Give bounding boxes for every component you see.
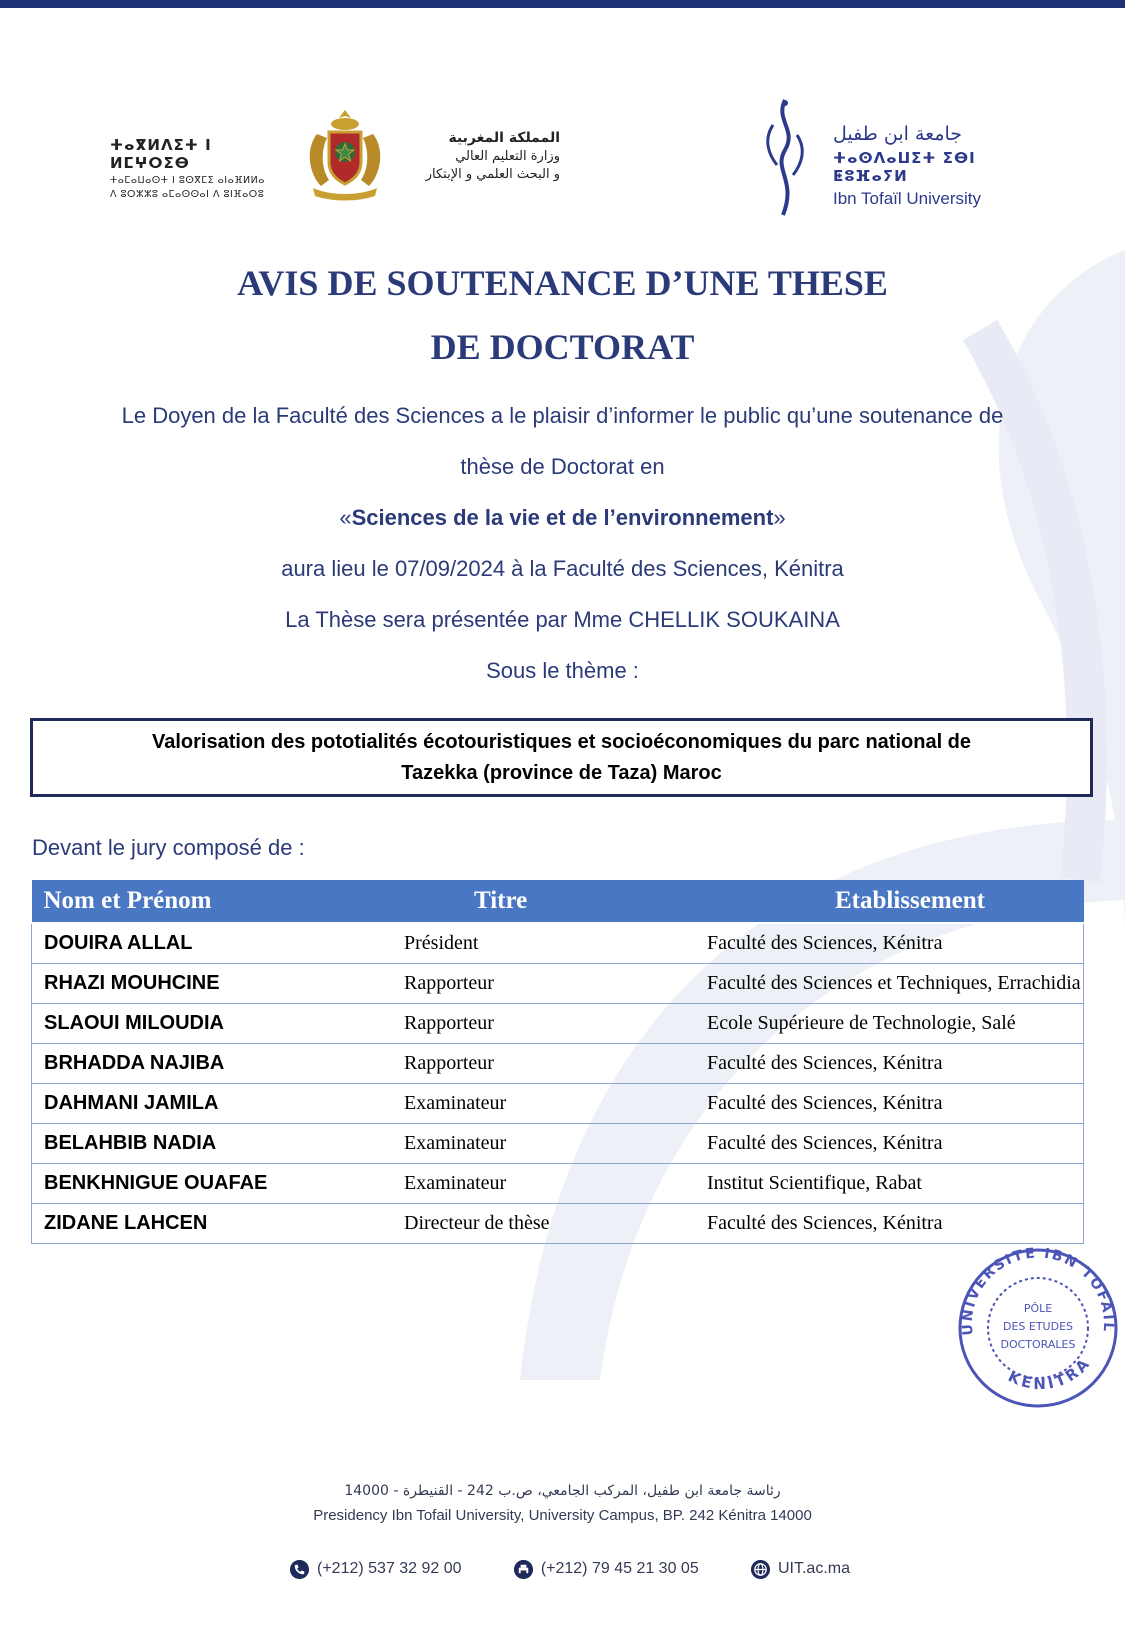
jury-row bbox=[32, 1004, 1084, 1044]
notice-title-line2: DE DOCTORAT bbox=[430, 327, 695, 367]
header-institution: Etablissement bbox=[707, 880, 1084, 923]
jury-member-name: SLAOUI MILOUDIA bbox=[32, 1004, 405, 1044]
ministry-arabic-text bbox=[400, 130, 560, 182]
jury-member-role: Rapporteur bbox=[404, 964, 707, 1004]
thesis-theme-box bbox=[30, 718, 1093, 797]
phone-contact[interactable] bbox=[290, 1560, 462, 1579]
field-open-quote: « bbox=[339, 505, 352, 530]
defense-date-line: aura lieu le 07/09/2024 à la Faculté des Sciences, Kénitra bbox=[281, 556, 844, 581]
jury-row bbox=[32, 923, 1084, 964]
university-french-name: Ibn Tofaïl University bbox=[833, 189, 982, 208]
jury-member-institution: Ecole Supérieure de Technologie, Salé bbox=[707, 1004, 1084, 1044]
jury-member-role: Rapporteur bbox=[404, 1044, 707, 1084]
website-link[interactable]: UIT.ac.ma bbox=[777, 1560, 850, 1577]
tifinagh-research-label: ⴷ ⵓⵔⵣⵣⵓ ⴰⵎⴰⵙⵙⴰⵏ ⴷ ⵓⵏⴼⴰⵔⵓ bbox=[110, 189, 265, 200]
jury-member-role: Rapporteur bbox=[404, 1004, 707, 1044]
stamp-line1: PÔLE bbox=[1023, 1302, 1053, 1315]
jury-table bbox=[31, 880, 1084, 1244]
presenter-line: La Thèse sera présentée par Mme CHELLIK SOUKAINA bbox=[285, 607, 840, 632]
jury-member-name: BRHADDA NAJIBA bbox=[32, 1044, 405, 1084]
stamp-ring-text: UNIVERSITE IBN TOFAIL bbox=[959, 1245, 1117, 1337]
fax-icon bbox=[514, 1560, 533, 1579]
jury-member-role: Directeur de thèse bbox=[404, 1204, 707, 1244]
kingdom-arabic-label: المملكة المغربية bbox=[448, 130, 560, 146]
jury-member-name: BELAHBIB NADIA bbox=[32, 1124, 405, 1164]
jury-intro-label: Devant le jury composé de : bbox=[32, 835, 305, 860]
ministry-tifinagh-text bbox=[110, 136, 285, 200]
thesis-theme-line1: Valorisation des pototialités écotouristiques et socioéconomiques du parc national de bbox=[151, 730, 972, 753]
stamp-line2: DES ETUDES bbox=[1002, 1320, 1074, 1333]
footer-address bbox=[0, 1483, 1125, 1524]
university-name-text bbox=[833, 123, 1048, 209]
jury-table-header bbox=[32, 880, 1084, 923]
jury-member-name: BENKHNIGUE OUAFAE bbox=[32, 1164, 405, 1204]
phone-icon bbox=[290, 1560, 309, 1579]
jury-row bbox=[32, 1204, 1084, 1244]
doctorate-field bbox=[0, 492, 1125, 543]
jury-member-institution: Faculté des Sciences, Kénitra bbox=[707, 1044, 1084, 1084]
jury-row bbox=[32, 1044, 1084, 1084]
footer-address-french: Presidency Ibn Tofail University, University Campus, BP. 242 Kénitra 14000 bbox=[313, 1507, 812, 1524]
jury-row bbox=[32, 1164, 1084, 1204]
jury-member-role: Examinateur bbox=[404, 1124, 707, 1164]
header-name: Nom et Prénom bbox=[32, 880, 405, 923]
intro-paragraph bbox=[0, 390, 1125, 696]
jury-member-role: Président bbox=[404, 923, 707, 964]
fax-number: (+212) 79 45 21 30 05 bbox=[540, 1560, 699, 1577]
research-arabic-label: و البحث العلمي و الإبتكار bbox=[425, 167, 560, 182]
theme-label: Sous le thème : bbox=[486, 658, 639, 683]
jury-member-name: RHAZI MOUHCINE bbox=[32, 964, 405, 1004]
footer-address-arabic: رئاسة جامعة ابن طفيل، المركب الجامعي، ص.ب 242 - القنيطرة - 14000 bbox=[344, 1483, 781, 1499]
intro-line2: thèse de Doctorat en bbox=[460, 454, 665, 479]
svg-text:KENITRA bbox=[1005, 1353, 1094, 1393]
jury-member-institution: Faculté des Sciences, Kénitra bbox=[707, 1124, 1084, 1164]
field-name: Sciences de la vie et de l’environnement bbox=[351, 505, 774, 530]
tifinagh-ministry-label: ⵜⴰⵎⴰⵡⴰⵙⵜ ⵏ ⵓⵙⴳⵎⵉ ⴰⵏⴰⴼⵍⵍⴰ bbox=[110, 175, 265, 186]
field-close-quote: » bbox=[773, 505, 786, 530]
intro-line1: Le Doyen de la Faculté des Sciences a le plaisir d’informer le public qu’une soutenance de bbox=[121, 403, 1004, 428]
fax-contact[interactable] bbox=[514, 1560, 699, 1579]
jury-row bbox=[32, 964, 1084, 1004]
ministry-logo-block bbox=[110, 100, 560, 210]
jury-row bbox=[32, 1124, 1084, 1164]
jury-member-institution: Faculté des Sciences, Kénitra bbox=[707, 1084, 1084, 1124]
jury-member-name: ZIDANE LAHCEN bbox=[32, 1204, 405, 1244]
thesis-theme-text bbox=[72, 727, 1052, 789]
stamp-city-text: KENITRA bbox=[1005, 1353, 1095, 1394]
jury-member-institution: Institut Scientifique, Rabat bbox=[707, 1164, 1084, 1204]
phone-number: (+212) 537 32 92 00 bbox=[317, 1560, 462, 1577]
jury-member-institution: Faculté des Sciences et Techniques, Errachidia bbox=[707, 964, 1084, 1004]
university-logo-mark bbox=[755, 95, 815, 220]
coat-of-arms-emblem bbox=[295, 104, 395, 204]
website-contact[interactable] bbox=[751, 1560, 850, 1579]
jury-member-institution: Faculté des Sciences, Kénitra bbox=[707, 923, 1084, 964]
jury-member-institution: Faculté des Sciences, Kénitra bbox=[707, 1204, 1084, 1244]
tifinagh-kingdom-label: ⵜⴰⴳⵍⴷⵉⵜ ⵏ ⵍⵎⵖⵔⵉⴱ bbox=[110, 136, 212, 172]
notice-title-line1: AVIS DE SOUTENANCE D’UNE THESE bbox=[237, 263, 888, 303]
jury-member-name: DAHMANI JAMILA bbox=[32, 1084, 405, 1124]
footer-contacts bbox=[290, 1556, 850, 1582]
stamp-line3: DOCTORALES bbox=[1000, 1338, 1076, 1351]
jury-member-role: Examinateur bbox=[404, 1164, 707, 1204]
jury-row bbox=[32, 1084, 1084, 1124]
thesis-theme-line2: Tazekka (province de Taza) Maroc bbox=[401, 761, 722, 784]
university-tifinagh-name: ⵜⴰⵙⴷⴰⵡⵉⵜ ⵉⴱⵏ ⵟⵓⴼⴰⵢⵍ bbox=[833, 149, 976, 185]
university-logo-block bbox=[755, 95, 1045, 220]
jury-member-name: DOUIRA ALLAL bbox=[32, 923, 405, 964]
globe-icon bbox=[751, 1560, 770, 1579]
ministry-arabic-label: وزارة التعليم العالي bbox=[455, 149, 560, 164]
university-arabic-name: جامعة ابن طفيل bbox=[833, 123, 963, 145]
header-title: Titre bbox=[404, 880, 707, 923]
jury-member-role: Examinateur bbox=[404, 1084, 707, 1124]
official-stamp bbox=[953, 1240, 1123, 1410]
